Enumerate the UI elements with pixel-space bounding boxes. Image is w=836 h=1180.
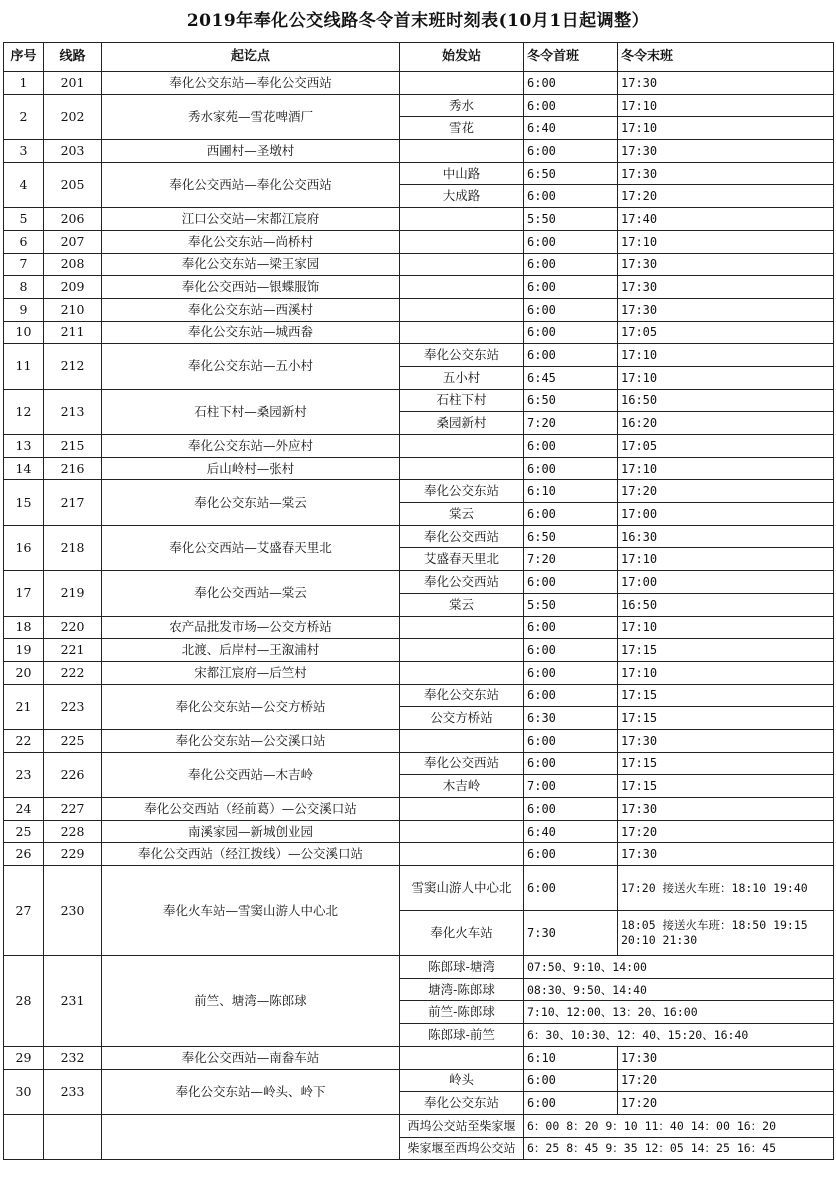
route-number: 218: [44, 525, 102, 570]
route-number: 229: [44, 843, 102, 866]
table-row: [4, 684, 834, 707]
first-bus-time: 6:00: [524, 72, 618, 95]
row-seq: 7: [4, 253, 44, 276]
timetable-body: [4, 72, 834, 1160]
row-seq: 16: [4, 525, 44, 570]
last-bus-time: 17:15: [618, 775, 834, 798]
first-bus-time: 6:00: [524, 321, 618, 344]
row-seq: 18: [4, 616, 44, 639]
table-row: [4, 72, 834, 95]
first-bus-time: 6:00: [524, 661, 618, 684]
route-number: 209: [44, 276, 102, 299]
table-row: [4, 253, 834, 276]
departure-station: 雪花: [400, 117, 524, 140]
route-endpoints: 石柱下村—桑园新村: [102, 389, 400, 434]
departure-station: 秀水: [400, 94, 524, 117]
route-endpoints: 奉化公交西站—木吉岭: [102, 752, 400, 797]
table-row: [4, 798, 834, 821]
last-bus-time: 17:10: [618, 616, 834, 639]
header-start: 始发站: [400, 43, 524, 72]
first-bus-time: 6:00: [524, 435, 618, 458]
first-bus-time: 6:30: [524, 707, 618, 730]
last-bus-time: 17:20: [618, 1092, 834, 1115]
last-bus-time: 17:30: [618, 276, 834, 299]
departure-station: 塘湾-陈郎球: [400, 978, 524, 1001]
route-endpoints: 奉化公交西站—南畚车站: [102, 1046, 400, 1069]
row-seq: 24: [4, 798, 44, 821]
route-number: 221: [44, 639, 102, 662]
last-bus-time: 17:00: [618, 503, 834, 526]
header-last: 冬令末班: [618, 43, 834, 72]
route-endpoints: 奉化公交东站—西溪村: [102, 298, 400, 321]
last-bus-time: 17:20: [618, 185, 834, 208]
last-bus-time: 17:30: [618, 1046, 834, 1069]
departure-station: [400, 253, 524, 276]
route-endpoints: 奉化公交东站—梁王家园: [102, 253, 400, 276]
route-number: 216: [44, 457, 102, 480]
table-row: [4, 661, 834, 684]
row-seq: 30: [4, 1069, 44, 1114]
route-number: 220: [44, 616, 102, 639]
route-endpoints: 奉化公交东站—城西畚: [102, 321, 400, 344]
route-endpoints: 奉化公交东站—五小村: [102, 344, 400, 389]
departure-station: 五小村: [400, 366, 524, 389]
first-bus-time: 6:00: [524, 344, 618, 367]
first-bus-time: 7:00: [524, 775, 618, 798]
last-bus-time: 16:50: [618, 389, 834, 412]
first-bus-time: 6:00: [524, 866, 618, 911]
route-endpoints: 奉化火车站—雪窦山游人中心北: [102, 866, 400, 956]
departure-station: [400, 729, 524, 752]
route-number: 228: [44, 820, 102, 843]
route-number: 222: [44, 661, 102, 684]
departure-station: 奉化公交西站: [400, 525, 524, 548]
table-row: [4, 94, 834, 117]
departure-station: 中山路: [400, 162, 524, 185]
last-bus-time: 17:30: [618, 843, 834, 866]
departure-station: [400, 435, 524, 458]
last-bus-time: 17:00: [618, 571, 834, 594]
row-seq: 13: [4, 435, 44, 458]
departure-station: 岭头: [400, 1069, 524, 1092]
route-number: 208: [44, 253, 102, 276]
schedule-times: 6：30、10:30、12：40、15:20、16:40: [524, 1024, 834, 1047]
route-endpoints: 奉化公交东站—公交方桥站: [102, 684, 400, 729]
route-number: 233: [44, 1069, 102, 1114]
route-number: 203: [44, 140, 102, 163]
last-bus-time: 17:05: [618, 435, 834, 458]
last-bus-time: 17:20 接送火车班：18:10 19:40: [618, 866, 834, 911]
route-number: 213: [44, 389, 102, 434]
table-row: [4, 866, 834, 911]
route-endpoints: 奉化公交东站—公交溪口站: [102, 729, 400, 752]
first-bus-time: 6:00: [524, 503, 618, 526]
departure-station: 公交方桥站: [400, 707, 524, 730]
route-endpoints: 北渡、后岸村—王溆浦村: [102, 639, 400, 662]
row-seq: 14: [4, 457, 44, 480]
table-row: [4, 843, 834, 866]
route-number: 226: [44, 752, 102, 797]
route-endpoints: 奉化公交西站（经前葛）—公交溪口站: [102, 798, 400, 821]
departure-station: 桑园新村: [400, 412, 524, 435]
departure-station: 棠云: [400, 593, 524, 616]
route-endpoints: 后山岭村—张村: [102, 457, 400, 480]
departure-station: 大成路: [400, 185, 524, 208]
first-bus-time: 6:00: [524, 639, 618, 662]
first-bus-time: 6:50: [524, 162, 618, 185]
route-endpoints: 奉化公交东站—奉化公交西站: [102, 72, 400, 95]
departure-station: 奉化公交西站: [400, 571, 524, 594]
route-endpoints: 奉化公交西站—艾盛春天里北: [102, 525, 400, 570]
row-seq: 25: [4, 820, 44, 843]
table-row: [4, 276, 834, 299]
table-row: [4, 457, 834, 480]
last-bus-time: 16:20: [618, 412, 834, 435]
last-bus-time: 17:15: [618, 707, 834, 730]
route-endpoints: 奉化公交西站（经江拨线）—公交溪口站: [102, 843, 400, 866]
schedule-times: 07:50、9:10、14:00: [524, 956, 834, 979]
header-line: 线路: [44, 43, 102, 72]
row-seq: 10: [4, 321, 44, 344]
row-seq: 17: [4, 571, 44, 616]
first-bus-time: 6:00: [524, 752, 618, 775]
first-bus-time: 6:45: [524, 366, 618, 389]
departure-station: [400, 321, 524, 344]
last-bus-time: 17:30: [618, 140, 834, 163]
last-bus-time: 17:30: [618, 162, 834, 185]
table-row: [4, 230, 834, 253]
route-number: 205: [44, 162, 102, 207]
route-endpoints: 奉化公交东站—外应村: [102, 435, 400, 458]
first-bus-time: 7:20: [524, 412, 618, 435]
last-bus-time: 17:30: [618, 253, 834, 276]
departure-station: 奉化火车站: [400, 911, 524, 956]
header-row: [4, 43, 834, 72]
last-bus-time: 17:20: [618, 480, 834, 503]
last-bus-time: 17:15: [618, 684, 834, 707]
departure-station: [400, 820, 524, 843]
departure-station: [400, 639, 524, 662]
row-seq: 20: [4, 661, 44, 684]
first-bus-time: 6:00: [524, 185, 618, 208]
timetable: [3, 42, 834, 1160]
row-seq: 22: [4, 729, 44, 752]
route-number: 210: [44, 298, 102, 321]
schedule-times: 6：00 8：20 9：10 11：40 14：00 16：20: [524, 1114, 834, 1137]
route-number: 201: [44, 72, 102, 95]
table-row: [4, 820, 834, 843]
last-bus-time: 16:30: [618, 525, 834, 548]
departure-station: 柴家堰至西坞公交站: [400, 1137, 524, 1160]
departure-station: 奉化公交东站: [400, 1092, 524, 1115]
row-seq: 27: [4, 866, 44, 956]
table-row: [4, 321, 834, 344]
first-bus-time: 7:30: [524, 911, 618, 956]
table-row: [4, 571, 834, 594]
table-row: [4, 435, 834, 458]
departure-station: 陈郎球-塘湾: [400, 956, 524, 979]
route-number: 202: [44, 94, 102, 139]
row-seq: 26: [4, 843, 44, 866]
last-bus-time: 17:30: [618, 729, 834, 752]
departure-station: 前竺-陈郎球: [400, 1001, 524, 1024]
first-bus-time: 6:10: [524, 1046, 618, 1069]
first-bus-time: 6:00: [524, 729, 618, 752]
route-number: 225: [44, 729, 102, 752]
table-row: [4, 344, 834, 367]
table-row: [4, 480, 834, 503]
table-row: [4, 140, 834, 163]
last-bus-time: 17:30: [618, 298, 834, 321]
first-bus-time: 6:00: [524, 571, 618, 594]
last-bus-time: 17:20: [618, 1069, 834, 1092]
header-seq: 序号: [4, 43, 44, 72]
departure-station: [400, 843, 524, 866]
route-number: 231: [44, 956, 102, 1047]
departure-station: 石柱下村: [400, 389, 524, 412]
departure-station: [400, 798, 524, 821]
route-endpoints: 奉化公交东站—尚桥村: [102, 230, 400, 253]
first-bus-time: 6:00: [524, 457, 618, 480]
table-row: [4, 1114, 834, 1137]
route-number: 232: [44, 1046, 102, 1069]
table-row: [4, 729, 834, 752]
table-row: [4, 162, 834, 185]
first-bus-time: 6:40: [524, 117, 618, 140]
departure-station: 西坞公交站至柴家堰: [400, 1114, 524, 1137]
table-row: [4, 1046, 834, 1069]
table-row: [4, 639, 834, 662]
last-bus-time: 17:10: [618, 344, 834, 367]
route-number: 211: [44, 321, 102, 344]
route-number: 207: [44, 230, 102, 253]
route-number: 215: [44, 435, 102, 458]
departure-station: 雪窦山游人中心北: [400, 866, 524, 911]
route-number: 217: [44, 480, 102, 525]
departure-station: [400, 457, 524, 480]
last-bus-time: 18:05 接送火车班：18:50 19:15 20:10 21:30: [618, 911, 834, 956]
departure-station: [400, 140, 524, 163]
first-bus-time: 6:00: [524, 298, 618, 321]
first-bus-time: 6:50: [524, 389, 618, 412]
departure-station: [400, 298, 524, 321]
route-number: 230: [44, 866, 102, 956]
route-endpoints: 农产品批发市场—公交方桥站: [102, 616, 400, 639]
first-bus-time: 6:00: [524, 230, 618, 253]
schedule-times: 08:30、9:50、14:40: [524, 978, 834, 1001]
table-row: [4, 616, 834, 639]
row-seq: 29: [4, 1046, 44, 1069]
first-bus-time: 5:50: [524, 593, 618, 616]
row-seq: 9: [4, 298, 44, 321]
last-bus-time: 16:50: [618, 593, 834, 616]
departure-station: [400, 276, 524, 299]
table-row: [4, 752, 834, 775]
departure-station: 奉化公交西站: [400, 752, 524, 775]
row-seq: 28: [4, 956, 44, 1047]
table-row: [4, 525, 834, 548]
route-endpoints: 奉化公交东站—棠云: [102, 480, 400, 525]
last-bus-time: 17:30: [618, 798, 834, 821]
last-bus-time: 17:10: [618, 457, 834, 480]
header-range: 起讫点: [102, 43, 400, 72]
route-endpoints: 奉化公交西站—奉化公交西站: [102, 162, 400, 207]
last-bus-time: 17:10: [618, 230, 834, 253]
departure-station: [400, 208, 524, 231]
row-seq: 11: [4, 344, 44, 389]
first-bus-time: 6:00: [524, 1092, 618, 1115]
last-bus-time: 17:15: [618, 752, 834, 775]
departure-station: 奉化公交东站: [400, 480, 524, 503]
last-bus-time: 17:10: [618, 661, 834, 684]
last-bus-time: 17:10: [618, 366, 834, 389]
first-bus-time: 6:00: [524, 798, 618, 821]
row-seq: 6: [4, 230, 44, 253]
route-number: [44, 1114, 102, 1159]
row-seq: 1: [4, 72, 44, 95]
last-bus-time: 17:10: [618, 117, 834, 140]
row-seq: 23: [4, 752, 44, 797]
first-bus-time: 7:20: [524, 548, 618, 571]
row-seq: 8: [4, 276, 44, 299]
row-seq: 21: [4, 684, 44, 729]
route-number: 206: [44, 208, 102, 231]
table-row: [4, 298, 834, 321]
route-endpoints: 奉化公交西站—棠云: [102, 571, 400, 616]
row-seq: 15: [4, 480, 44, 525]
schedule-times: 7:10、12:00、13：20、16:00: [524, 1001, 834, 1024]
departure-station: [400, 1046, 524, 1069]
first-bus-time: 6:00: [524, 843, 618, 866]
first-bus-time: 6:00: [524, 253, 618, 276]
schedule-times: 6：25 8：45 9：35 12：05 14：25 16：45: [524, 1137, 834, 1160]
route-number: 212: [44, 344, 102, 389]
departure-station: 艾盛春天里北: [400, 548, 524, 571]
first-bus-time: 6:00: [524, 684, 618, 707]
route-endpoints: 奉化公交东站—岭头、岭下: [102, 1069, 400, 1114]
first-bus-time: 6:00: [524, 616, 618, 639]
row-seq: 12: [4, 389, 44, 434]
row-seq: 5: [4, 208, 44, 231]
row-seq: 4: [4, 162, 44, 207]
first-bus-time: 6:00: [524, 140, 618, 163]
route-number: 219: [44, 571, 102, 616]
route-endpoints: 江口公交站—宋都江宸府: [102, 208, 400, 231]
route-endpoints: 南溪家园—新城创业园: [102, 820, 400, 843]
departure-station: [400, 661, 524, 684]
row-seq: 2: [4, 94, 44, 139]
first-bus-time: 6:00: [524, 276, 618, 299]
row-seq: 19: [4, 639, 44, 662]
departure-station: [400, 72, 524, 95]
header-first: 冬令首班: [524, 43, 618, 72]
last-bus-time: 17:05: [618, 321, 834, 344]
table-row: [4, 208, 834, 231]
route-endpoints: 前竺、塘湾—陈郎球: [102, 956, 400, 1047]
departure-station: 奉化公交东站: [400, 684, 524, 707]
departure-station: [400, 230, 524, 253]
departure-station: 木吉岭: [400, 775, 524, 798]
row-seq: [4, 1114, 44, 1159]
table-row: [4, 956, 834, 979]
route-endpoints: [102, 1114, 400, 1159]
last-bus-time: 17:10: [618, 548, 834, 571]
row-seq: 3: [4, 140, 44, 163]
table-row: [4, 389, 834, 412]
departure-station: 奉化公交东站: [400, 344, 524, 367]
last-bus-time: 17:15: [618, 639, 834, 662]
first-bus-time: 6:40: [524, 820, 618, 843]
first-bus-time: 6:00: [524, 1069, 618, 1092]
departure-station: [400, 616, 524, 639]
last-bus-time: 17:30: [618, 72, 834, 95]
route-number: 223: [44, 684, 102, 729]
route-number: 227: [44, 798, 102, 821]
departure-station: 陈郎球-前竺: [400, 1024, 524, 1047]
route-endpoints: 宋都江宸府—后竺村: [102, 661, 400, 684]
departure-station: 棠云: [400, 503, 524, 526]
last-bus-time: 17:10: [618, 94, 834, 117]
route-endpoints: 西圃村—圣墩村: [102, 140, 400, 163]
route-endpoints: 秀水家苑—雪花啤酒厂: [102, 94, 400, 139]
last-bus-time: 17:20: [618, 820, 834, 843]
first-bus-time: 6:50: [524, 525, 618, 548]
first-bus-time: 6:00: [524, 94, 618, 117]
first-bus-time: 5:50: [524, 208, 618, 231]
page-title: 2019年奉化公交线路冬令首末班时刻表(10月1日起调整）: [186, 11, 650, 31]
last-bus-time: 17:40: [618, 208, 834, 231]
route-endpoints: 奉化公交西站—银蝶服饰: [102, 276, 400, 299]
first-bus-time: 6:10: [524, 480, 618, 503]
table-row: [4, 1069, 834, 1092]
